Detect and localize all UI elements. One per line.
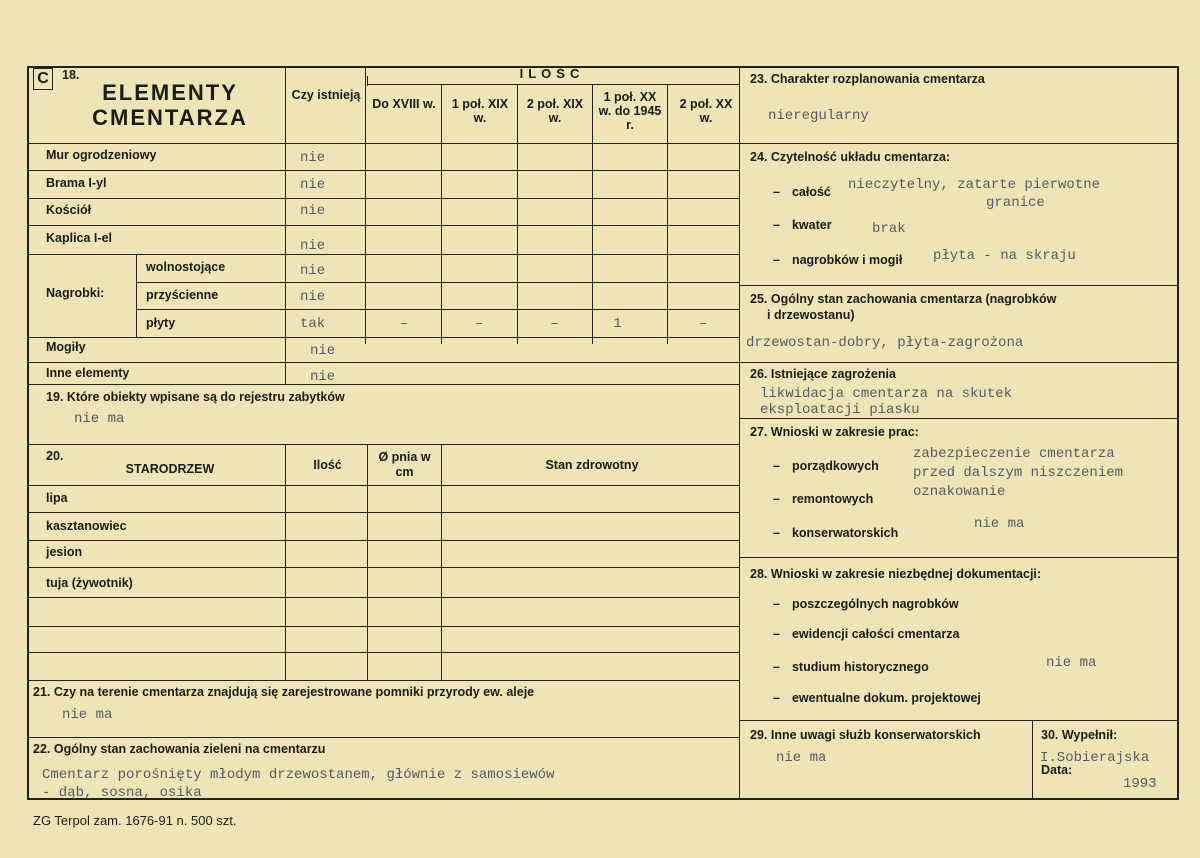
section-21-value: nie ma bbox=[62, 707, 113, 723]
row-value: nie bbox=[310, 369, 336, 385]
section-23-label: 23. Charakter rozplanowania cmentarza bbox=[750, 72, 985, 86]
section-line bbox=[739, 285, 1179, 286]
section-26-value1: likwidacja cmentarza na skutek bbox=[760, 386, 1013, 402]
tree-row-line bbox=[27, 567, 739, 568]
s24-kwater: – kwater bbox=[773, 218, 832, 232]
tree-name: tuja (żywotnik) bbox=[46, 576, 133, 590]
section-line bbox=[739, 720, 1179, 721]
row-value: nie bbox=[310, 343, 336, 359]
row-line bbox=[27, 170, 739, 171]
s27-kons-label: konserwatorskich bbox=[791, 526, 899, 540]
s28-item-label: ewidencji całości cmentarza bbox=[791, 627, 960, 641]
s24-nagrobkow: – nagrobków i mogił bbox=[773, 253, 903, 267]
row-label: Mogiły bbox=[46, 340, 86, 354]
row-line bbox=[27, 362, 739, 363]
row-label: Inne elementy bbox=[46, 366, 130, 380]
qty-col-header: 1 poł. XIX w. bbox=[451, 97, 509, 125]
row-label: Kościół bbox=[46, 203, 92, 217]
qty-col-header: Do XVIII w. bbox=[372, 97, 436, 111]
s24-calosc-value1: nieczytelny, zatarte pierwotne bbox=[848, 177, 1101, 193]
section-23-value: nieregularny bbox=[768, 108, 869, 124]
section-22-value-line2: - dąb, sosna, osika bbox=[42, 785, 202, 801]
section-21-label: 21. Czy na terenie cmentarza znajdują się zarejestrowane pomniki przyrody ew. aleje bbox=[33, 685, 535, 699]
section-28-label: 28. Wnioski w zakresie niezbędnej dokumentacji: bbox=[750, 567, 1042, 581]
row-label: przyścienne bbox=[146, 288, 219, 302]
section-24-label: 24. Czytelność układu cmentarza: bbox=[750, 150, 951, 164]
s27-value3: oznakowanie bbox=[913, 484, 1006, 500]
s28-value: nie ma bbox=[1046, 655, 1097, 671]
row-line bbox=[27, 384, 739, 385]
qty-tick-right bbox=[739, 76, 740, 86]
qty-col-header: 1 poł. XX w. do 1945 r. bbox=[598, 90, 662, 132]
section-27-label: 27. Wnioski w zakresie prac: bbox=[750, 425, 919, 439]
s27-rem-label: remontowych bbox=[791, 492, 874, 506]
s24-kwater-value: brak bbox=[872, 221, 906, 237]
corner-letter-box: C bbox=[33, 68, 53, 90]
section-line bbox=[739, 362, 1179, 363]
row-label: płyty bbox=[146, 316, 176, 330]
row-label: wolnostojące bbox=[146, 260, 226, 274]
col-qty: Ilość bbox=[313, 458, 342, 472]
row-value: tak bbox=[300, 316, 326, 332]
section-29-value: nie ma bbox=[776, 750, 827, 766]
s27-value4: nie ma bbox=[974, 516, 1025, 532]
tree-row-line bbox=[27, 512, 739, 513]
row-label: Mur ogrodzeniowy bbox=[46, 148, 157, 162]
row-label: Brama I-yl bbox=[46, 176, 107, 190]
s27-rem: – remontowych bbox=[773, 492, 874, 506]
section-19-value: nie ma bbox=[74, 411, 125, 427]
row-value: nie bbox=[300, 263, 326, 279]
s28-item-label: studium historycznego bbox=[791, 660, 929, 674]
s24-nagrobkow-label: nagrobków i mogił bbox=[791, 253, 903, 267]
row-line bbox=[136, 309, 739, 310]
header-bottom-line bbox=[27, 143, 739, 144]
col-health: Stan zdrowotny bbox=[545, 458, 639, 472]
tree-row-line bbox=[27, 540, 739, 541]
section-22-label: 22. Ogólny stan zachowania zieleni na cmentarzu bbox=[33, 742, 326, 756]
filled-by-name: I.Sobierajska bbox=[1040, 750, 1150, 766]
section-line bbox=[27, 444, 739, 445]
tree-name: kasztanowiec bbox=[46, 519, 127, 533]
s24-calosc-label: całość bbox=[791, 185, 831, 199]
section-25-value: drzewostan-dobry, płyta-zagrożona bbox=[746, 335, 1024, 351]
section-line bbox=[739, 143, 1179, 144]
section-25-label1: 25. Ogólny stan zachowania cmentarza (nagrobków bbox=[750, 292, 1057, 306]
qty-col-header: 2 poł. XX w. bbox=[679, 97, 733, 125]
title-line1: ELEMENTY bbox=[102, 80, 238, 105]
tree-name: jesion bbox=[46, 545, 83, 559]
section-line bbox=[739, 557, 1179, 558]
row-line bbox=[27, 337, 739, 338]
qty-tick-left bbox=[367, 76, 368, 86]
nagrobki-label: Nagrobki: bbox=[46, 286, 105, 300]
row-line bbox=[136, 282, 739, 283]
col-qty-left bbox=[365, 66, 366, 344]
col-exists-header: Czy istnieją bbox=[291, 88, 361, 102]
title-elementy-cmentarza bbox=[60, 80, 280, 130]
tree-col-line bbox=[367, 444, 368, 680]
s28-item: – ewentualne dokum. projektowej bbox=[773, 691, 981, 705]
tree-row-line bbox=[27, 652, 739, 653]
nagrobki-divider bbox=[136, 254, 137, 337]
qty-col-line bbox=[441, 84, 442, 344]
row-value: nie bbox=[300, 238, 326, 254]
qty-cell: – bbox=[550, 316, 559, 332]
qty-cell: – bbox=[474, 316, 484, 332]
s24-kwater-label: kwater bbox=[791, 218, 832, 232]
s27-kons: – konserwatorskich bbox=[773, 526, 899, 540]
section-30-label: 30. Wypełnił: bbox=[1041, 728, 1118, 742]
s24-nagrobkow-value: płyta - na skraju bbox=[933, 248, 1076, 264]
col-diameter: Ø pnia w cm bbox=[378, 450, 431, 479]
row-value: nie bbox=[300, 150, 326, 166]
section-line bbox=[27, 680, 739, 681]
s27-value1: zabezpieczenie cmentarza bbox=[913, 446, 1115, 462]
row-value: nie bbox=[300, 177, 326, 193]
tree-row-line bbox=[27, 626, 739, 627]
row-line bbox=[27, 225, 739, 226]
main-divider bbox=[739, 66, 740, 800]
printer-footer: ZG Terpol zam. 1676-91 n. 500 szt. bbox=[33, 813, 237, 828]
section-18-number: 18. bbox=[62, 68, 80, 82]
qty-cell: – bbox=[698, 316, 708, 332]
qty-cell: – bbox=[399, 316, 409, 332]
tree-row-line bbox=[27, 485, 739, 486]
tree-name: lipa bbox=[46, 491, 68, 505]
section-line bbox=[739, 418, 1179, 419]
title-line2: CMENTARZA bbox=[92, 105, 248, 130]
s27-value2: przed dalszym niszczeniem bbox=[913, 465, 1124, 481]
qty-col-header: 2 poł. XIX w. bbox=[526, 97, 584, 125]
col-tree: STARODRZEW bbox=[125, 462, 215, 476]
s28-item-label: poszczególnych nagrobków bbox=[791, 597, 959, 611]
qty-header-line bbox=[367, 84, 739, 85]
s27-porz: – porządkowych bbox=[773, 459, 879, 473]
section-26-label: 26. Istniejące zagrożenia bbox=[750, 367, 896, 381]
section-25-label2: i drzewostanu) bbox=[767, 308, 855, 322]
s28-item-label: ewentualne dokum. projektowej bbox=[791, 691, 981, 705]
section-22-value-line1: Cmentarz porośnięty młodym drzewostanem, głównie z samosiewów bbox=[42, 767, 555, 783]
row-line bbox=[27, 198, 739, 199]
date-label: Data: bbox=[1041, 763, 1073, 777]
row-value: nie bbox=[300, 203, 326, 219]
qty-col-line bbox=[592, 84, 593, 344]
s29-s30-divider bbox=[1032, 720, 1033, 800]
s27-porz-label: porządkowych bbox=[791, 459, 879, 473]
s28-item: – studium historycznego bbox=[773, 660, 929, 674]
row-line bbox=[27, 254, 739, 255]
row-value: nie bbox=[300, 289, 326, 305]
section-26-value2: eksploatacji piasku bbox=[760, 402, 920, 418]
tree-row-line bbox=[27, 597, 739, 598]
s24-calosc-value2: granice bbox=[986, 195, 1045, 211]
qty-col-line bbox=[517, 84, 518, 344]
qty-cell: 1 bbox=[613, 316, 622, 332]
section-19-label: 19. Które obiekty wpisane są do rejestru zabytków bbox=[46, 390, 345, 404]
section-29-label: 29. Inne uwagi służb konserwatorskich bbox=[750, 728, 981, 742]
qty-header: ILOŚĆ bbox=[519, 66, 585, 81]
section-line bbox=[27, 737, 739, 738]
s28-item: – poszczególnych nagrobków bbox=[773, 597, 959, 611]
s28-item: – ewidencji całości cmentarza bbox=[773, 627, 960, 641]
s24-calosc: – całość bbox=[773, 185, 831, 199]
section-20-number: 20. bbox=[46, 449, 64, 463]
tree-col-line bbox=[285, 444, 286, 680]
qty-col-line bbox=[667, 84, 668, 344]
row-label: Kaplica I-el bbox=[46, 231, 112, 245]
date-value: 1993 bbox=[1123, 776, 1157, 792]
tree-col-line bbox=[441, 444, 442, 680]
